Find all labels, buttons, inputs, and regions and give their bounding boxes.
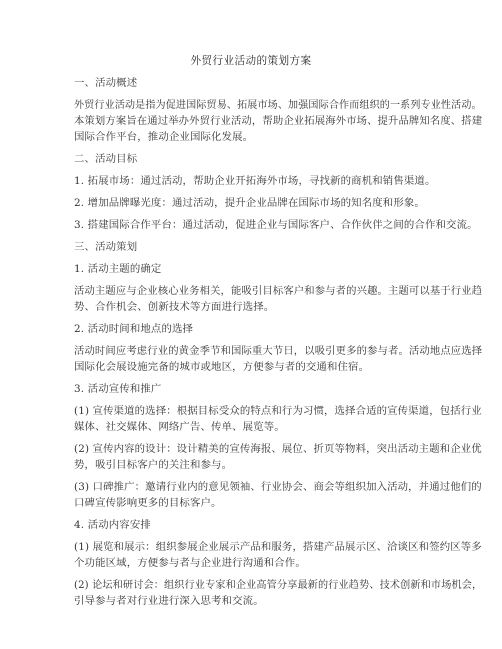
paragraph-line: (1) 展览和展示：组织参展企业展示产品和服务，搭建产品展示区、洽谈区和签约区等多 [74,541,482,553]
paragraph-line: 个功能区域，方便参与者与企业进行沟通和合作。 [74,557,306,569]
section-heading-goals: 二、活动目标 [74,153,138,165]
subsection-heading: 2. 活动时间和地点的选择 [74,323,194,335]
paragraph-line: 引导参与者对行业进行深入思考和交流。 [74,595,264,607]
goal-item: 3. 搭建国际合作平台：通过活动，促进企业与国际客户、合作伙伴之间的合作和交流。 [74,219,478,231]
paragraph-line: 媒体、社交媒体、网络广告、传单、展览等。 [74,421,285,433]
goal-item: 2. 增加品牌曝光度：通过活动，提升企业品牌在国际市场的知名度和形象。 [74,197,425,209]
paragraph-line: (2) 宣传内容的设计：设计精美的宣传海报、展位、折页等物料，突出活动主题和企业优 [74,443,482,455]
paragraph-line: 本策划方案旨在通过举办外贸行业活动，帮助企业拓展海外市场、提升品牌知名度、搭建 [74,115,483,127]
paragraph-line: 势，吸引目标客户的关注和参与。 [74,459,233,471]
paragraph-line: 活动主题应与企业核心业务相关，能吸引目标客户和参与者的兴趣。主题可以基于行业趋 [74,285,483,297]
paragraph-line: 外贸行业活动是指为促进国际贸易、拓展市场、加强国际合作而组织的一系列专业性活动。 [74,99,482,111]
paragraph-line: (1) 宣传渠道的选择：根据目标受众的特点和行为习惯，选择合适的宣传渠道，包括行业 [74,405,482,417]
paragraph-line: 势、合作机会、创新技术等方面进行选择。 [74,301,275,313]
document-title: 外贸行业活动的策划方案 [190,55,312,67]
paragraph-line: (2) 论坛和研讨会：组织行业专家和企业高管分享最新的行业趋势、技术创新和市场机会， [74,579,483,591]
goal-item: 1. 拓展市场：通过活动，帮助企业开拓海外市场，寻找新的商机和销售渠道。 [74,175,436,187]
paragraph-line: 活动时间应考虑行业的黄金季节和国际重大节日，以吸引更多的参与者。活动地点应选择 [74,345,483,357]
section-heading-planning: 三、活动策划 [74,241,138,253]
subsection-heading: 1. 活动主题的确定 [74,263,162,275]
subsection-heading: 4. 活动内容安排 [74,519,151,531]
paragraph-line: 口碑宣传影响更多的目标客户。 [74,497,222,509]
paragraph-line: 国际合作平台，推动企业国际化发展。 [74,131,254,143]
section-heading-overview: 一、活动概述 [74,77,138,89]
paragraph-line: 国际化会展设施完备的城市或地区，方便参与者的交通和住宿。 [74,361,370,373]
subsection-heading: 3. 活动宣传和推广 [74,383,162,395]
paragraph-line: (3) 口碑推广：邀请行业内的意见领袖、行业协会、商会等组织加入活动，并通过他们的 [74,481,482,493]
